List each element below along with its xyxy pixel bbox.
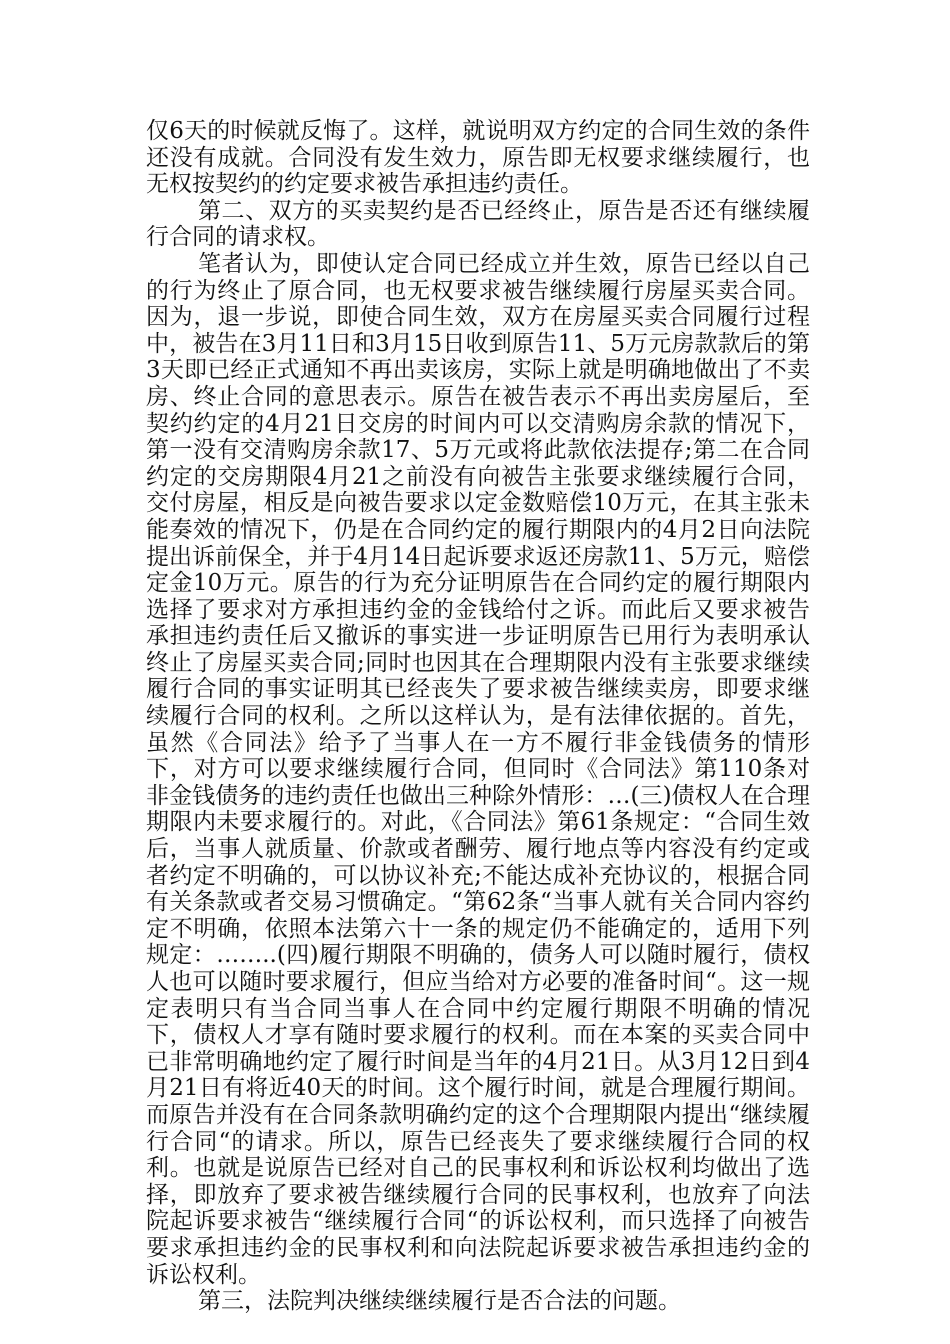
paragraph: 笔者认为，即使认定合同已经成立并生效，原告已经以自己的行为终止了原合同，也无权要求被告继续履行房屋买卖合同。因为，退一步说，即使合同生效，双方在房屋买卖合同履行过程中，被告在3月11日和3月15日收到原告11、5万元房款款后的第3天即已经正式通知不再出卖该房，实际上就是明确地做出了不卖房、终止合同的意思表示。原告在被告表示不再出卖房屋后，至契约约定的4月21日交房的时间内可以交清购房余款的情况下，第一没有交清购房余款17、5万元或将此款依法提存;第二在合同约定的交房期限4月21之前没有向被告主张要求继续履行合同，交付房屋，相反是向被告要求以定金数赔偿10万元，在其主张未能奏效的情况下，仍是在合同约定的履行期限内的4月2日向法院提出诉前保全，并于4月14日起诉要求返还房款11、5万元，赔偿定金10万元。原告的行为充分证明原告在合同约定的履行期限内选择了要求对方承担违约金的金钱给付之诉。而此后又要求被告承担违约责任后又撤诉的事实进一步证明原告已用行为表明承认终止了房屋买卖合同;同时也因其在合理期限内没有主张要求继续履行合同的事实证明其已经丧失了要求被告继续卖房，即要求继续履行合同的权利。之所以这样认为，是有法律依据的。首先，虽然《合同法》给予了当事人在一方不履行非金钱债务的情形下，对方可以要求继续履行合同，但同时《合同法》第110条对非金钱债务的违约责任也做出三种除外情形：…(三)债权人在合理期限内未要求履行的。对此，《合同法》第61条规定：“合同生效后，当事人就质量、价款或者酬劳、履行地点等内容没有约定或者约定不明确的，可以协议补充;不能达成补充协议的，根据合同有关条款或者交易习惯确定。“第62条“当事人就有关合同内容约定不明确，依照本法第六十一条的规定仍不能确定的，适用下列规定：……..(四)履行期限不明确的，债务人可以随时履行，债权人也可以随时要求履行，但应当给对方必要的准备时间“。这一规定表明只有当合同当事人在合同中约定履行期限不明确的情况下，债权人才享有随时要求履行的权利。而在本案的买卖合同中已非常明确地约定了履行时间是当年的4月21日。从3月12日到4月21日有将近40天的时间。这个履行时间，就是合理履行期间。而原告并没有在合同条款明确约定的这个合理期限内提出“继续履行合同“的请求。所以，原告已经丧失了要求继续履行合同的权利。也就是说原告已经对自己的民事权利和诉讼权利均做出了选择，即放弃了要求被告继续履行合同的民事权利，也放弃了向法院起诉要求被告“继续履行合同“的诉讼权利，而只选择了向被告要求承担违约金的民事权利和向法院起诉要求被告承担违约金的诉讼权利。 <box>146 250 810 1288</box>
paragraph: 仅6天的时候就反悔了。这样，就说明双方约定的合同生效的条件还没有成就。合同没有发生效力，原告即无权要求继续履行，也无权按契约的约定要求被告承担违约责任。 <box>146 118 810 198</box>
paragraph: 第三，法院判决继续继续履行是否合法的问题。 <box>198 1288 681 1315</box>
document-body <box>146 118 810 1315</box>
paragraph: 第二、双方的买卖契约是否已经终止，原告是否还有继续履行合同的请求权。 <box>146 197 810 251</box>
